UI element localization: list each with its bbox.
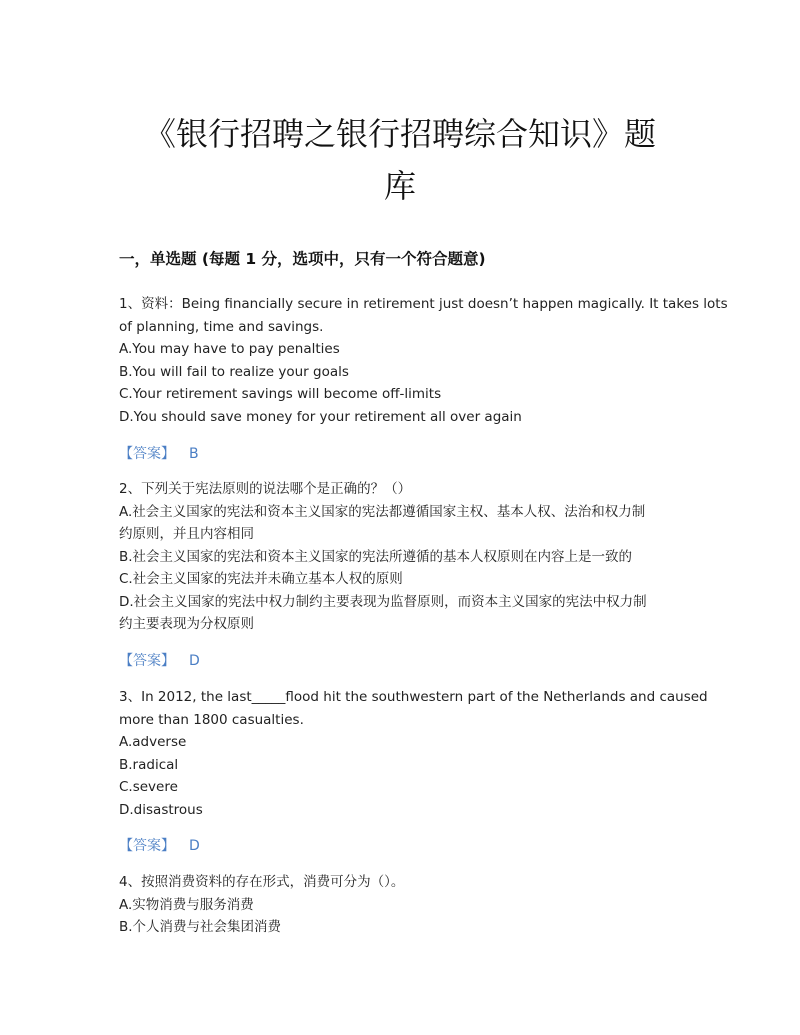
question-1 [119, 293, 728, 428]
question-4 [119, 871, 684, 939]
answer-label: 【答案】 [119, 653, 175, 669]
document-title [110, 108, 690, 212]
section-heading: 一，单选题 (每题 1 分，选项中，只有一个符合题意) [119, 250, 486, 268]
question-1-option-d: D.You should save money for your retirement all over again [119, 408, 522, 425]
question-2-option-d-line-1: D.社会主义国家的宪法中权力制约主要表现为监督原则，而资本主义国家的宪法中权力制 [119, 593, 647, 610]
title-line-1: 《银行招聘之银行招聘综合知识》题 [143, 115, 656, 153]
question-1-stem-line-2: of planning, time and savings. [119, 318, 324, 335]
question-1-option-a: A.You may have to pay penalties [119, 341, 340, 357]
answer-label: 【答案】 [119, 446, 175, 462]
question-2-option-a-line-2: 约原则，并且内容相同 [119, 526, 254, 542]
answer-value: B [189, 446, 199, 462]
question-3-option-a: A.adverse [119, 734, 187, 750]
question-3-stem-line-1: 3、In 2012, the last_____flood hit the southwestern part of the Netherlands and caused [119, 689, 708, 705]
question-1-answer [119, 443, 199, 463]
answer-label: 【答案】 [119, 838, 175, 854]
question-1-option-c: C.Your retirement savings will become off-limits [119, 386, 442, 402]
question-4-option-a: A.实物消费与服务消费 [119, 896, 254, 913]
question-1-stem-line-1: 1、资料：Being financially secure in retirement just doesn’t happen magically. It takes lots [119, 296, 728, 312]
question-2-option-a-line-1: A.社会主义国家的宪法和资本主义国家的宪法都遵循国家主权、基本人权、法治和权力制 [119, 503, 646, 520]
question-2 [119, 478, 684, 636]
question-2-answer [119, 650, 200, 670]
question-2-option-d-line-2: 约主要表现为分权原则 [119, 616, 254, 632]
question-3-option-c: C.severe [119, 779, 178, 795]
question-3-stem-line-2: more than 1800 casualties. [119, 711, 304, 728]
question-2-option-c: C.社会主义国家的宪法并未确立基本人权的原则 [119, 571, 403, 587]
question-3-option-b: B.radical [119, 756, 179, 773]
question-3-option-d: D.disastrous [119, 801, 203, 818]
question-3-answer [119, 835, 200, 855]
title-line-2: 库 [383, 167, 416, 205]
question-1-option-b: B.You will fail to realize your goals [119, 363, 349, 380]
question-2-stem: 2、下列关于宪法原则的说法哪个是正确的？（） [119, 481, 412, 497]
question-4-stem: 4、按照消费资料的存在形式，消费可分为（）。 [119, 874, 405, 890]
answer-value: D [189, 838, 200, 854]
question-3 [119, 686, 708, 821]
question-4-option-b: B.个人消费与社会集团消费 [119, 919, 282, 935]
question-2-option-b: B.社会主义国家的宪法和资本主义国家的宪法所遵循的基本人权原则在内容上是一致的 [119, 548, 633, 565]
answer-value: D [189, 653, 200, 669]
